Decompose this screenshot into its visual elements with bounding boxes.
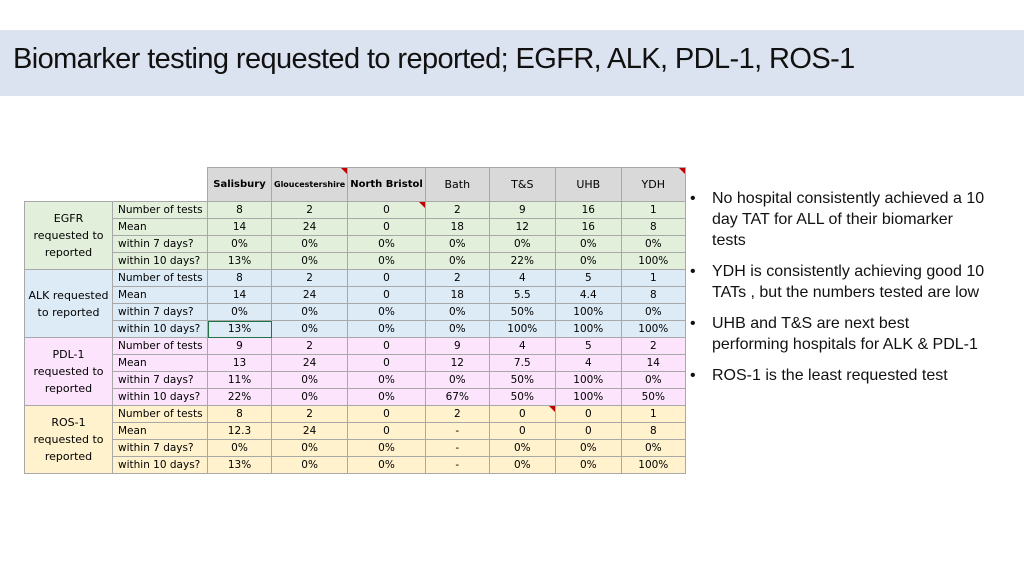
cell-north-bristol[interactable]: 0% bbox=[348, 304, 426, 321]
cell-north-bristol[interactable]: 0% bbox=[348, 389, 426, 406]
ros1-group-label: ROS-1 requested to reported bbox=[25, 406, 113, 474]
cell-salisbury[interactable]: 11% bbox=[208, 372, 272, 389]
cell-salisbury[interactable]: 8 bbox=[208, 406, 272, 423]
pdl1-row bbox=[25, 338, 686, 355]
cell-salisbury[interactable]: 0% bbox=[208, 236, 272, 253]
cell-ydh[interactable]: 2 bbox=[621, 338, 685, 355]
cell-salisbury[interactable]: 22% bbox=[208, 389, 272, 406]
cell-salisbury[interactable]: 13% bbox=[208, 321, 272, 338]
cell-ydh[interactable]: 0% bbox=[621, 304, 685, 321]
cell-uhb[interactable]: 100% bbox=[555, 321, 621, 338]
metric-label: within 7 days? bbox=[113, 372, 208, 389]
cell-bath[interactable]: 0% bbox=[425, 236, 489, 253]
metric-label: Mean bbox=[113, 423, 208, 440]
col-header-ts: T&S bbox=[489, 168, 555, 202]
cell-uhb[interactable]: 0% bbox=[555, 253, 621, 270]
metric-label: within 10 days? bbox=[113, 321, 208, 338]
cell-north-bristol[interactable]: 0 bbox=[348, 355, 426, 372]
cell-gloucestershire[interactable]: 0% bbox=[272, 253, 348, 270]
alk-group-label: ALK requested to reported bbox=[25, 270, 113, 338]
metric-label: Mean bbox=[113, 219, 208, 236]
egfr-group-label: EGFR requested to reported bbox=[25, 202, 113, 270]
cell-bath[interactable]: 0% bbox=[425, 253, 489, 270]
cell-ts[interactable]: 4 bbox=[489, 338, 555, 355]
finding-item bbox=[690, 313, 990, 355]
cell-ydh[interactable]: 1 bbox=[621, 406, 685, 423]
cell-salisbury[interactable]: 0% bbox=[208, 440, 272, 457]
cell-ts[interactable]: 100% bbox=[489, 321, 555, 338]
metric-label: within 7 days? bbox=[113, 236, 208, 253]
egfr-row bbox=[25, 253, 686, 270]
cell-uhb[interactable]: 16 bbox=[555, 219, 621, 236]
finding-text: No hospital consistently achieved a 10 day TAT for ALL of their biomarker tests bbox=[712, 190, 985, 249]
cell-bath[interactable]: 18 bbox=[425, 219, 489, 236]
cell-bath[interactable]: 18 bbox=[425, 287, 489, 304]
metric-label: within 10 days? bbox=[113, 457, 208, 474]
ros1-row bbox=[25, 440, 686, 457]
finding-text: YDH is consistently achieving good 10 TATs , but the numbers tested are low bbox=[712, 263, 985, 301]
cell-uhb[interactable]: 0 bbox=[555, 406, 621, 423]
pdl1-row bbox=[25, 372, 686, 389]
findings-list bbox=[690, 188, 990, 396]
cell-gloucestershire[interactable]: 2 bbox=[272, 406, 348, 423]
cell-ts[interactable]: 9 bbox=[489, 202, 555, 219]
col-header-salisbury: Salisbury bbox=[208, 168, 272, 202]
header-blank bbox=[25, 168, 208, 202]
cell-salisbury[interactable]: 8 bbox=[208, 270, 272, 287]
cell-gloucestershire[interactable]: 2 bbox=[272, 338, 348, 355]
metric-label: within 7 days? bbox=[113, 304, 208, 321]
cell-uhb[interactable]: 0% bbox=[555, 236, 621, 253]
cell-salisbury[interactable]: 14 bbox=[208, 219, 272, 236]
bullet-icon: • bbox=[690, 190, 696, 207]
cell-uhb[interactable]: 4 bbox=[555, 355, 621, 372]
cell-north-bristol[interactable]: 0% bbox=[348, 321, 426, 338]
col-header-ydh: YDH bbox=[621, 168, 685, 202]
cell-gloucestershire[interactable]: 0% bbox=[272, 389, 348, 406]
cell-uhb[interactable]: 0% bbox=[555, 457, 621, 474]
cell-ts[interactable]: 50% bbox=[489, 389, 555, 406]
metric-label: within 10 days? bbox=[113, 253, 208, 270]
cell-ydh[interactable]: 100% bbox=[621, 253, 685, 270]
cell-north-bristol[interactable]: 0 bbox=[348, 423, 426, 440]
cell-salisbury[interactable]: 14 bbox=[208, 287, 272, 304]
cell-bath[interactable]: - bbox=[425, 423, 489, 440]
cell-gloucestershire[interactable]: 24 bbox=[272, 423, 348, 440]
cell-ts[interactable]: 0% bbox=[489, 457, 555, 474]
cell-gloucestershire[interactable]: 0% bbox=[272, 457, 348, 474]
slide-title: Biomarker testing requested to reported; EGFR, ALK, PDL-1, ROS-1 bbox=[13, 43, 855, 75]
ros1-row bbox=[25, 423, 686, 440]
cell-salisbury[interactable]: 0% bbox=[208, 304, 272, 321]
cell-ydh[interactable]: 100% bbox=[621, 457, 685, 474]
cell-ts[interactable]: 4 bbox=[489, 270, 555, 287]
cell-salisbury[interactable]: 9 bbox=[208, 338, 272, 355]
metric-label: within 10 days? bbox=[113, 389, 208, 406]
alk-row bbox=[25, 304, 686, 321]
metric-label: Mean bbox=[113, 287, 208, 304]
bullet-icon: • bbox=[690, 263, 696, 280]
cell-bath[interactable]: 2 bbox=[425, 270, 489, 287]
cell-ts[interactable]: 50% bbox=[489, 304, 555, 321]
cell-gloucestershire[interactable]: 2 bbox=[272, 270, 348, 287]
cell-bath[interactable]: 2 bbox=[425, 202, 489, 219]
cell-uhb[interactable]: 100% bbox=[555, 389, 621, 406]
cell-gloucestershire[interactable]: 24 bbox=[272, 287, 348, 304]
egfr-row bbox=[25, 219, 686, 236]
cell-north-bristol[interactable]: 0% bbox=[348, 372, 426, 389]
cell-salisbury[interactable]: 13 bbox=[208, 355, 272, 372]
finding-text: UHB and T&S are next best performing hospitals for ALK & PDL-1 bbox=[712, 315, 978, 353]
cell-uhb[interactable]: 5 bbox=[555, 338, 621, 355]
cell-gloucestershire[interactable]: 2 bbox=[272, 202, 348, 219]
col-header-gloucestershire: Gloucestershire bbox=[272, 168, 348, 202]
cell-north-bristol[interactable]: 0 bbox=[348, 219, 426, 236]
cell-north-bristol[interactable]: 0 bbox=[348, 287, 426, 304]
metric-label: Number of tests bbox=[113, 406, 208, 423]
alk-row bbox=[25, 270, 686, 287]
cell-north-bristol[interactable]: 0 bbox=[348, 202, 426, 219]
cell-salisbury[interactable]: 8 bbox=[208, 202, 272, 219]
cell-salisbury[interactable]: 12.3 bbox=[208, 423, 272, 440]
col-header-uhb: UHB bbox=[555, 168, 621, 202]
metric-label: Mean bbox=[113, 355, 208, 372]
cell-ts[interactable]: 0% bbox=[489, 440, 555, 457]
cell-ydh[interactable]: 14 bbox=[621, 355, 685, 372]
cell-bath[interactable]: 0% bbox=[425, 372, 489, 389]
turnaround-table bbox=[24, 167, 686, 474]
bullet-icon: • bbox=[690, 367, 696, 384]
metric-label: Number of tests bbox=[113, 338, 208, 355]
cell-salisbury[interactable]: 13% bbox=[208, 457, 272, 474]
cell-uhb[interactable]: 100% bbox=[555, 304, 621, 321]
cell-ts[interactable]: 22% bbox=[489, 253, 555, 270]
finding-text: ROS-1 is the least requested test bbox=[712, 367, 948, 384]
cell-gloucestershire[interactable]: 24 bbox=[272, 355, 348, 372]
cell-ts[interactable]: 50% bbox=[489, 372, 555, 389]
cell-bath[interactable]: 67% bbox=[425, 389, 489, 406]
cell-ts[interactable]: 7.5 bbox=[489, 355, 555, 372]
egfr-row bbox=[25, 202, 686, 219]
finding-item bbox=[690, 261, 990, 303]
cell-north-bristol[interactable]: 0 bbox=[348, 338, 426, 355]
cell-gloucestershire[interactable]: 0% bbox=[272, 372, 348, 389]
cell-ts[interactable]: 0 bbox=[489, 406, 555, 423]
cell-ydh[interactable]: 8 bbox=[621, 219, 685, 236]
cell-gloucestershire[interactable]: 0% bbox=[272, 304, 348, 321]
cell-bath[interactable]: 12 bbox=[425, 355, 489, 372]
cell-north-bristol[interactable]: 0 bbox=[348, 270, 426, 287]
cell-ydh[interactable]: 0% bbox=[621, 372, 685, 389]
cell-ydh[interactable]: 1 bbox=[621, 270, 685, 287]
cell-ydh[interactable]: 0% bbox=[621, 236, 685, 253]
cell-north-bristol[interactable]: 0% bbox=[348, 440, 426, 457]
metric-label: within 7 days? bbox=[113, 440, 208, 457]
cell-uhb[interactable]: 4.4 bbox=[555, 287, 621, 304]
cell-ydh[interactable]: 0% bbox=[621, 440, 685, 457]
cell-ydh[interactable]: 1 bbox=[621, 202, 685, 219]
cell-uhb[interactable]: 0% bbox=[555, 440, 621, 457]
cell-bath[interactable]: 0% bbox=[425, 321, 489, 338]
cell-uhb[interactable]: 100% bbox=[555, 372, 621, 389]
cell-bath[interactable]: 9 bbox=[425, 338, 489, 355]
cell-bath[interactable]: - bbox=[425, 457, 489, 474]
cell-north-bristol[interactable]: 0% bbox=[348, 236, 426, 253]
cell-salisbury[interactable]: 13% bbox=[208, 253, 272, 270]
cell-ydh[interactable]: 8 bbox=[621, 287, 685, 304]
ros1-row bbox=[25, 457, 686, 474]
metric-label: Number of tests bbox=[113, 202, 208, 219]
ros1-row bbox=[25, 406, 686, 423]
cell-north-bristol[interactable]: 0% bbox=[348, 253, 426, 270]
pdl1-row bbox=[25, 355, 686, 372]
cell-uhb[interactable]: 5 bbox=[555, 270, 621, 287]
alk-row bbox=[25, 321, 686, 338]
cell-uhb[interactable]: 16 bbox=[555, 202, 621, 219]
bullet-icon: • bbox=[690, 315, 696, 332]
cell-uhb[interactable]: 0 bbox=[555, 423, 621, 440]
metric-label: Number of tests bbox=[113, 270, 208, 287]
col-header-north-bristol: North Bristol bbox=[348, 168, 426, 202]
alk-row bbox=[25, 287, 686, 304]
finding-item bbox=[690, 188, 990, 251]
cell-bath[interactable]: 0% bbox=[425, 304, 489, 321]
cell-ydh[interactable]: 100% bbox=[621, 321, 685, 338]
finding-item bbox=[690, 365, 990, 386]
cell-ts[interactable]: 5.5 bbox=[489, 287, 555, 304]
cell-ydh[interactable]: 8 bbox=[621, 423, 685, 440]
cell-north-bristol[interactable]: 0 bbox=[348, 406, 426, 423]
cell-bath[interactable]: - bbox=[425, 440, 489, 457]
cell-ts[interactable]: 0 bbox=[489, 423, 555, 440]
cell-bath[interactable]: 2 bbox=[425, 406, 489, 423]
cell-gloucestershire[interactable]: 0% bbox=[272, 321, 348, 338]
title-bar bbox=[0, 30, 1024, 96]
cell-gloucestershire[interactable]: 24 bbox=[272, 219, 348, 236]
egfr-row bbox=[25, 236, 686, 253]
pdl1-row bbox=[25, 389, 686, 406]
cell-gloucestershire[interactable]: 0% bbox=[272, 236, 348, 253]
cell-ts[interactable]: 0% bbox=[489, 236, 555, 253]
pdl1-group-label: PDL-1 requested to reported bbox=[25, 338, 113, 406]
cell-ts[interactable]: 12 bbox=[489, 219, 555, 236]
cell-gloucestershire[interactable]: 0% bbox=[272, 440, 348, 457]
cell-north-bristol[interactable]: 0% bbox=[348, 457, 426, 474]
cell-ydh[interactable]: 50% bbox=[621, 389, 685, 406]
col-header-bath: Bath bbox=[425, 168, 489, 202]
header-row bbox=[25, 168, 686, 202]
